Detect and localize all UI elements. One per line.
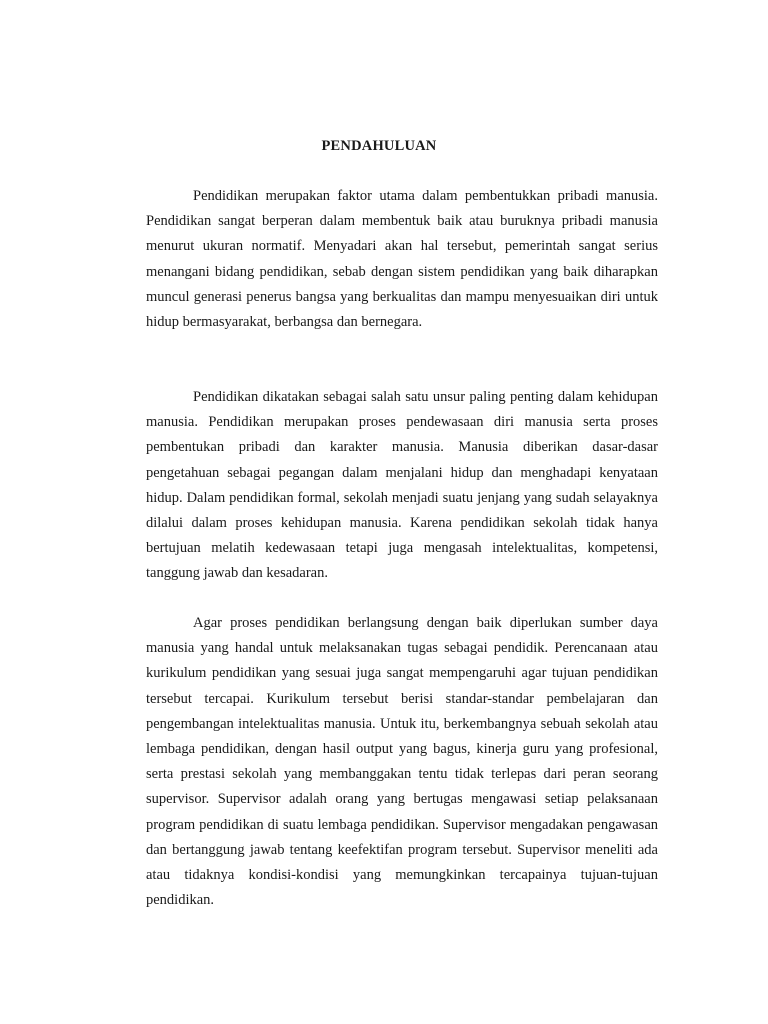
paragraph-1: Pendidikan merupakan faktor utama dalam pembentukkan pribadi manusia. Pendidikan sangat berperan dalam membentuk baik atau buruknya pribadi manusia menurut ukuran normatif. Menyadari akan hal tersebut, pemerintah sangat serius menangani bidang pendidikan, sebab dengan sistem pendidikan yang baik diharapkan muncul generasi penerus bangsa yang berkualitas dan mampu menyesuaikan diri untuk hidup bermasyarakat, berbangsa dan bernegara. — [146, 188, 658, 331]
page-title: PENDAHULUAN — [321, 138, 437, 154]
paragraph-3: Agar proses pendidikan berlangsung dengan baik diperlukan sumber daya manusia yang handal untuk melaksanakan tugas sebagai pendidik. Perencanaan atau kurikulum pendidikan yang sesuai juga sangat mempengaruhi agar tujuan pendidikan tersebut tercapai. Kurikulum tersebut berisi standar-standar pembelajaran dan pengembangan intelektualitas manusia. Untuk itu, berkembangnya sebuah sekolah atau lembaga pendidikan, dengan hasil output yang bagus, kinerja guru yang profesional, serta prestasi sekolah yang membanggakan tentu tidak terlepas dari peran seorang supervisor. Supervisor adalah orang yang bertugas mengawasi setiap pelaksanaan program pendidikan di suatu lembaga pendidikan. Supervisor mengadakan pengawasan dan bertanggung jawab tentang keefektifan program tersebut. Supervisor meneliti ada atau tidaknya kondisi-kondisi yang memungkinkan tercapainya tujuan-tujuan pendidikan. — [146, 615, 658, 909]
paragraph-2: Pendidikan dikatakan sebagai salah satu unsur paling penting dalam kehidupan manusia. Pendidikan merupakan proses pendewasaan diri manusia serta proses pembentukan pribadi dan karakter manusia. Manusia diberikan dasar-dasar pengetahuan sebagai pegangan dalam menjalani hidup dan menghadapi kenyataan hidup. Dalam pendidikan formal, sekolah menjadi suatu jenjang yang sudah selayaknya dilalui dalam proses kehidupan manusia. Karena pendidikan sekolah tidak hanya bertujuan melatih kedewasaan tetapi juga mengasah intelektualitas, kompetensi, tanggung jawab dan kesadaran. — [146, 389, 658, 582]
